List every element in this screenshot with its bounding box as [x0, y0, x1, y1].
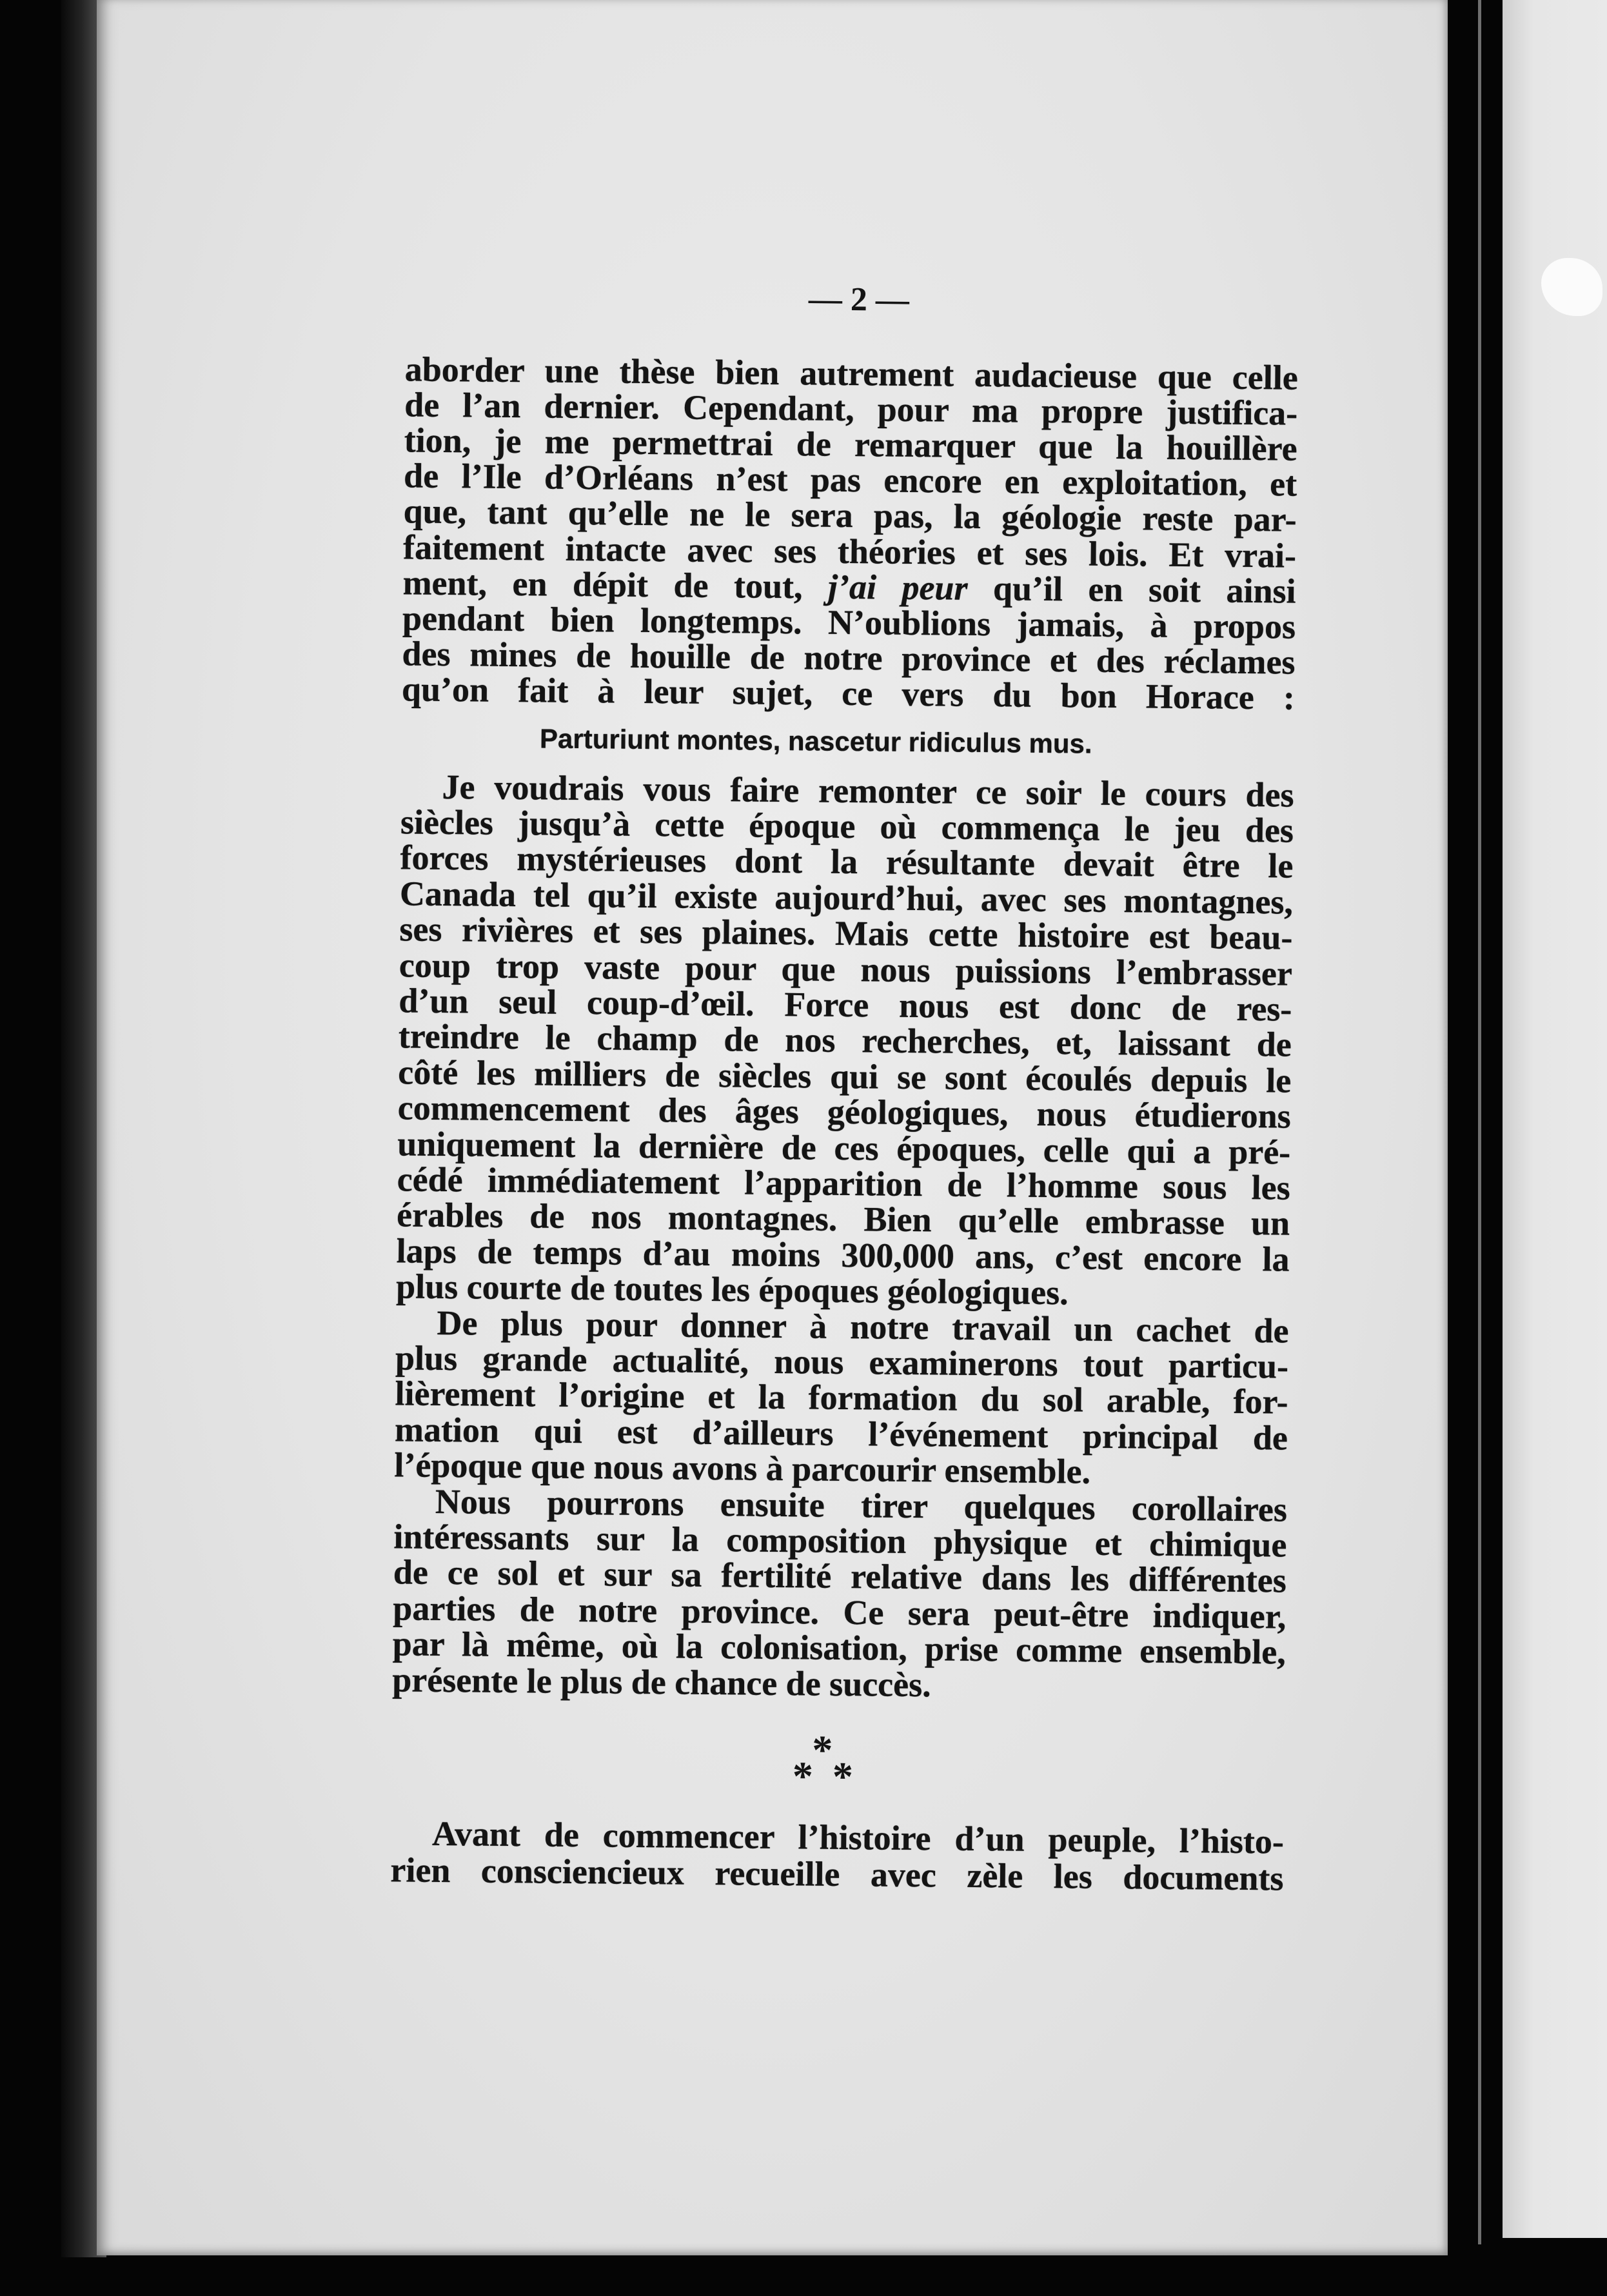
text-line: l’époque que nous avons à parcourir ensemble.	[394, 1445, 1091, 1491]
adjacent-page-edge	[1503, 0, 1607, 2238]
text-line: de ce sol et sur sa fertilité relative dans les différentes	[393, 1552, 1287, 1600]
text-line: d’un seul coup-d’œil. Force nous est donc de res-	[399, 981, 1292, 1029]
text-line: plus grande actualité, nous examinerons tout particu-	[395, 1338, 1289, 1386]
text-line: Avant de commencer l’histoire d’un peuple, l’histo-	[431, 1814, 1285, 1861]
text-line: lièrement l’origine et la formation du sol arable, for-	[395, 1374, 1288, 1421]
text-line: laps de temps d’au moins 300,000 ans, c’est encore la	[396, 1231, 1290, 1279]
text-line: aborder une thèse bien autrement audacieuse que celle	[404, 350, 1299, 397]
text-line: de l’an dernier. Cependant, pour ma propre justifica-	[404, 385, 1298, 433]
text-line: tion, je me permettrai de remarquer que la houillère	[404, 421, 1297, 468]
text-line: Je voudrais vous faire remonter ce soir le cours des	[442, 767, 1294, 815]
text-line: rien consciencieux recueille avec zèle les documents	[390, 1850, 1284, 1898]
italic-phrase: j’ai peur	[827, 567, 968, 608]
asterisk: *	[792, 1753, 814, 1799]
text-line: côté les milliers de siècles qui se sont écoulés depuis le	[398, 1053, 1292, 1100]
text-line: par là même, où la colonisation, prise comme ensemble,	[392, 1624, 1287, 1672]
text-line: faitement intacte avec ses théories et ses lois. Et vrai-	[402, 528, 1297, 575]
text-line: ses rivières et ses plaines. Mais cette histoire est beau-	[399, 909, 1293, 957]
text-line: qu’on fait à leur sujet, ce vers du bon Horace :	[401, 669, 1296, 717]
text-line: des mines de houille de notre province et des réclames	[402, 634, 1296, 682]
text-line: que, tant qu’elle ne le sera pas, la géologie reste par-	[403, 491, 1297, 539]
text-line: Canada tel qu’il existe aujourd’hui, avec ses montagnes,	[399, 874, 1294, 922]
gutter-line	[1478, 0, 1481, 2244]
text-line: treindre le champ de nos recherches, et, laissant de	[398, 1016, 1292, 1064]
text-line: plus courte de toutes les époques géologiques.	[395, 1267, 1069, 1312]
text-line: Nous pourrons ensuite tirer quelques corollaires	[435, 1481, 1288, 1529]
asterisk: *	[811, 1727, 833, 1773]
text-line: uniquement la dernière de ces époques, celle qui a pré-	[397, 1124, 1291, 1172]
asterisk: *	[832, 1753, 854, 1800]
text-line: intéressants sur la composition physique et chimique	[393, 1517, 1287, 1565]
text-line: forces mystérieuses dont la résultante devait être le	[400, 838, 1294, 886]
text-line: érables de nos montagnes. Bien qu’elle embrasse un	[396, 1195, 1290, 1243]
text-line: pendant bien longtemps. N’oublions jamais, à propos	[402, 599, 1296, 646]
text-line: cédé immédiatement l’apparition de l’homme sous les	[397, 1160, 1290, 1207]
text-line: De plus pour donner à notre travail un cachet de	[437, 1303, 1289, 1351]
text-line: mation qui est d’ailleurs l’événement principal de	[394, 1410, 1288, 1458]
page-number: — 2 —	[808, 281, 910, 319]
text-line: de l’Ile d’Orléans n’est pas encore en exploitation, et	[403, 456, 1297, 504]
text-line: commencement des âges géologiques, nous étudierons	[397, 1088, 1292, 1136]
latin-quote: Parturiunt montes, nascetur ridiculus mus.	[539, 723, 1092, 759]
text-line: parties de notre province. Ce sera peut-être indiquer,	[393, 1588, 1287, 1636]
body-text	[390, 0, 1302, 1939]
text-line: siècles jusqu’à cette époque où commença le jeu des	[400, 802, 1294, 850]
text-segment: qu’il en soit ainsi	[992, 569, 1296, 611]
text-line: présente le plus de chance de succès.	[391, 1660, 931, 1705]
paper-blemish	[1541, 258, 1602, 316]
text-line: coup trop vaste pour que nous puissions l’embrasser	[399, 945, 1293, 993]
text-segment: ment, en dépit de tout,	[402, 563, 803, 606]
